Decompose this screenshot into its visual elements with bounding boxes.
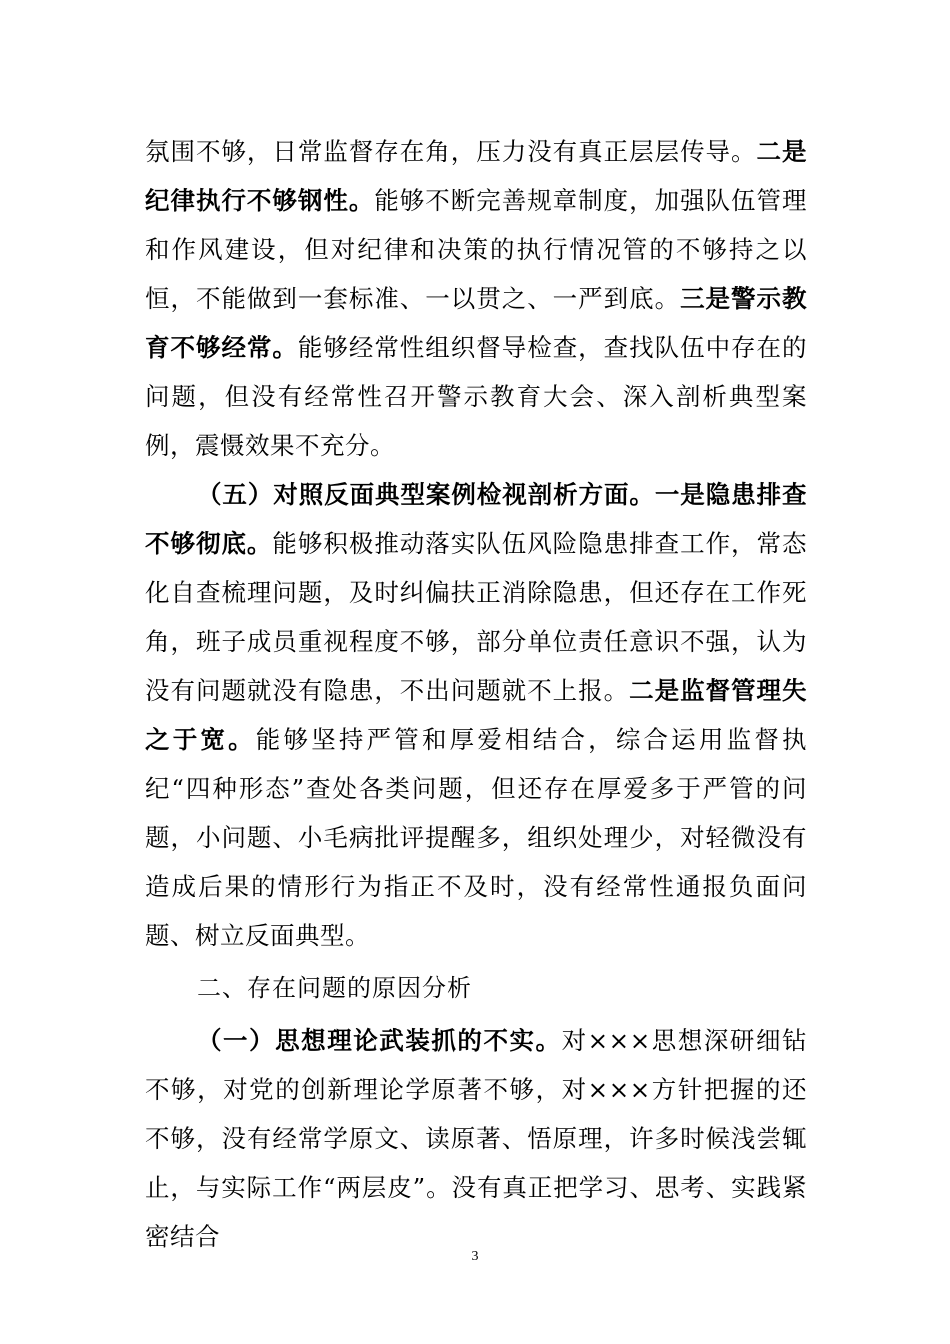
text-run: 能够积极推动落实队伍风险隐患排查工作，常态化自查梳理问题，及时纠偏扶正消除隐患，但还存在工作死角，班子成员重视程度不够，部分单位责任意识不强，认为没有问题就没有隐患，不出问题就不上报。: [145, 529, 808, 705]
text-run: 能够不断完善规章制度，加强队伍管理和作风建设，但对纪律和决策的执行情况管的不够持之以恒，不能做到一套标准、一以贯之、一严到底。: [145, 186, 808, 313]
text-run: 氛围不够，日常监督存在角，压力没有真正层层传导。: [145, 137, 757, 166]
section-heading: [145, 960, 807, 1016]
bold-heading-run: 二是监督管理失之于宽。: [145, 676, 808, 754]
document-body: [145, 127, 807, 1261]
paragraph-4: [145, 1016, 807, 1261]
section-heading-text: 二、存在问题的原因分析: [197, 974, 472, 1002]
bold-heading-run: 二是纪律执行不够钢性。: [145, 137, 808, 215]
text-run: 能够经常性组织督导检查，查找队伍中存在的问题，但没有经常性召开警示教育大会、深入剖析典型案例，震慑效果不充分。: [145, 333, 808, 460]
text-run: 能够坚持严管和厚爱相结合，综合运用监督执纪“四种形态”查处各类问题，但还存在厚爱多于严管的问题，小问题、小毛病批评提醒多，组织处理少，对轻微没有造成后果的情形行为指正不及时，没有经常性通报负面问题、树立反面典型。: [145, 725, 808, 950]
paragraph-1: [145, 127, 807, 470]
page-number: 3: [471, 1249, 479, 1264]
paragraph-2: [145, 470, 807, 960]
bold-heading-run: （五）对照反面典型案例检视剖析方面。一是隐患排查不够彻底。: [145, 480, 807, 558]
text-run: 对×××思想深研细钻不够，对党的创新理论学原著不够，对×××方针把握的还不够，没有经常学原文、读原著、悟原理，许多时候浅尝辄止，与实际工作“两层皮”。没有真正把学习、思考、实践紧密结合: [145, 1026, 807, 1251]
bold-heading-run: 三是警示教育不够经常。: [145, 284, 807, 362]
bold-heading-run: （一）思想理论武装抓的不实。: [197, 1026, 562, 1055]
